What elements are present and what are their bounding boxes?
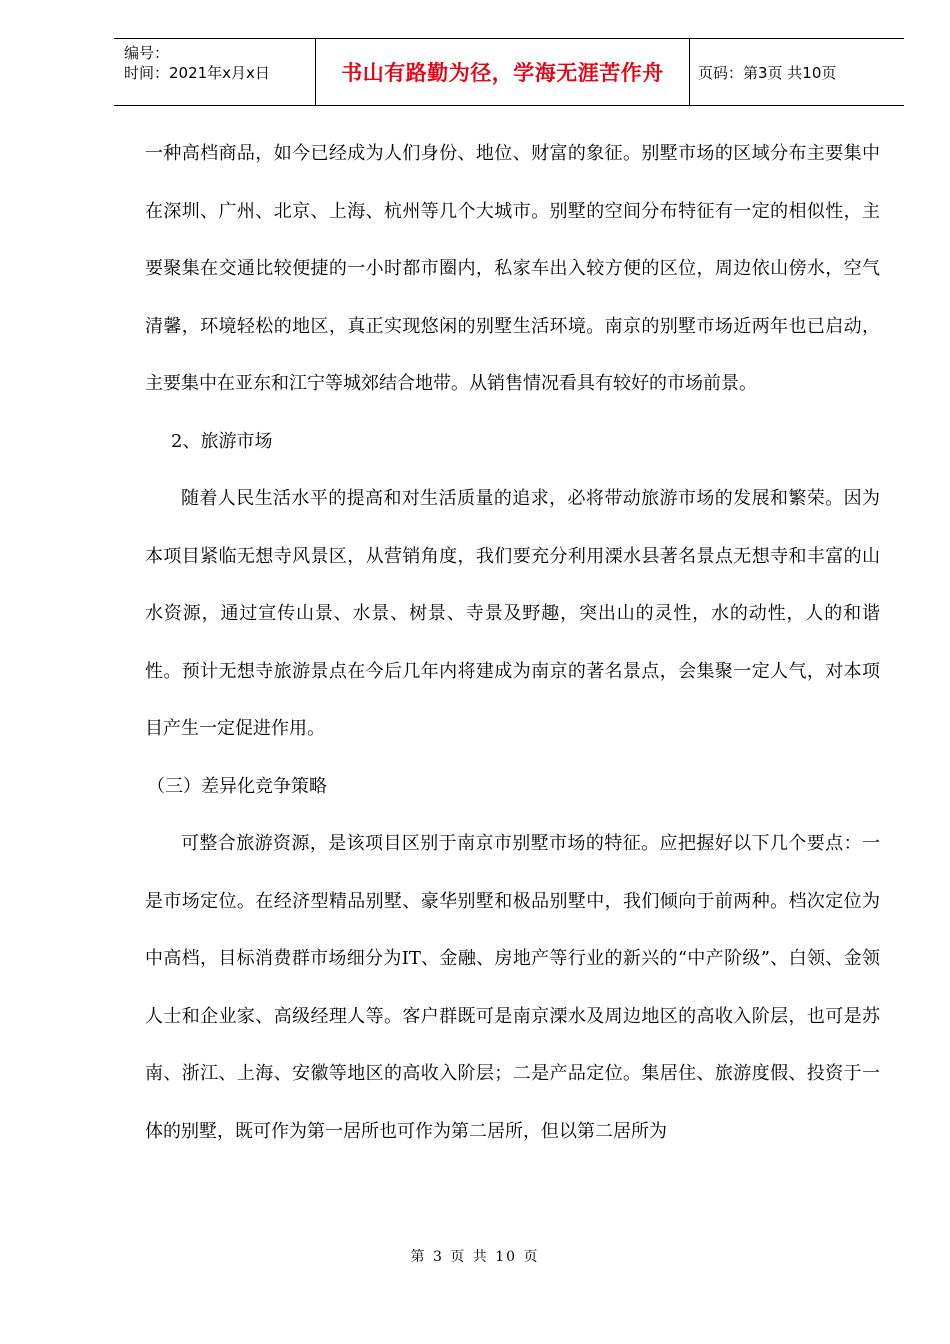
section-heading-tourism-market: 2、旅游市场 [171,430,273,452]
page-header [114,38,904,106]
header-page-number: 页码：第3页 共10页 [698,63,837,82]
page-footer: 第 3 页 共 10 页 [410,1249,540,1265]
section-heading-differentiation-strategy: （三）差异化竞争策略 [147,775,327,797]
header-meta [114,39,316,105]
document-body [145,125,880,1160]
document-number-label: 编号： [124,44,170,62]
header-motto: 书山有路勤为径，学海无涯苦作舟 [316,39,690,105]
paragraph-villa-market: 一种高档商品，如今已经成为人们身份、地位、财富的象征。别墅市场的区域分布主要集中在深圳、广州、北京、上海、杭州等几个大城市。别墅的空间分布特征有一定的相似性，主要聚集在交通比较便捷的一小时都市圈内，私家车出入较方便的区位，周边依山傍水，空气清馨，环境轻松的地区，真正实现悠闲的别墅生活环境。南京的别墅市场近两年也已启动，主要集中在亚东和江宁等城郊结合地带。从销售情况看具有较好的市场前景。 [145,143,880,394]
paragraph-tourism-market: 随着人民生活水平的提高和对生活质量的追求，必将带动旅游市场的发展和繁荣。因为本项目紧临无想寺风景区，从营销角度，我们要充分利用溧水县著名景点无想寺和丰富的山水资源，通过宣传山景、水景、树景、寺景及野趣，突出山的灵性，水的动性，人的和谐性。预计无想寺旅游景点在今后几年内将建成为南京的著名景点，会集聚一定人气，对本项目产生一定促进作用。 [145,488,880,739]
document-time-label: 时间：2021年x月x日 [124,64,270,82]
paragraph-differentiation-strategy: 可整合旅游资源，是该项目区别于南京市别墅市场的特征。应把握好以下几个要点：一是市场定位。在经济型精品别墅、豪华别墅和极品别墅中，我们倾向于前两种。档次定位为中高档，目标消费群市场细分为IT、金融、房地产等行业的新兴的“中产阶级”、白领、金领人士和企业家、高级经理人等。客户群既可是南京溧水及周边地区的高收入阶层，也可是苏南、浙江、上海、安徽等地区的高收入阶层；二是产品定位。集居住、旅游度假、投资于一体的别墅，既可作为第一居所也可作为第二居所，但以第二居所为 [145,833,880,1142]
